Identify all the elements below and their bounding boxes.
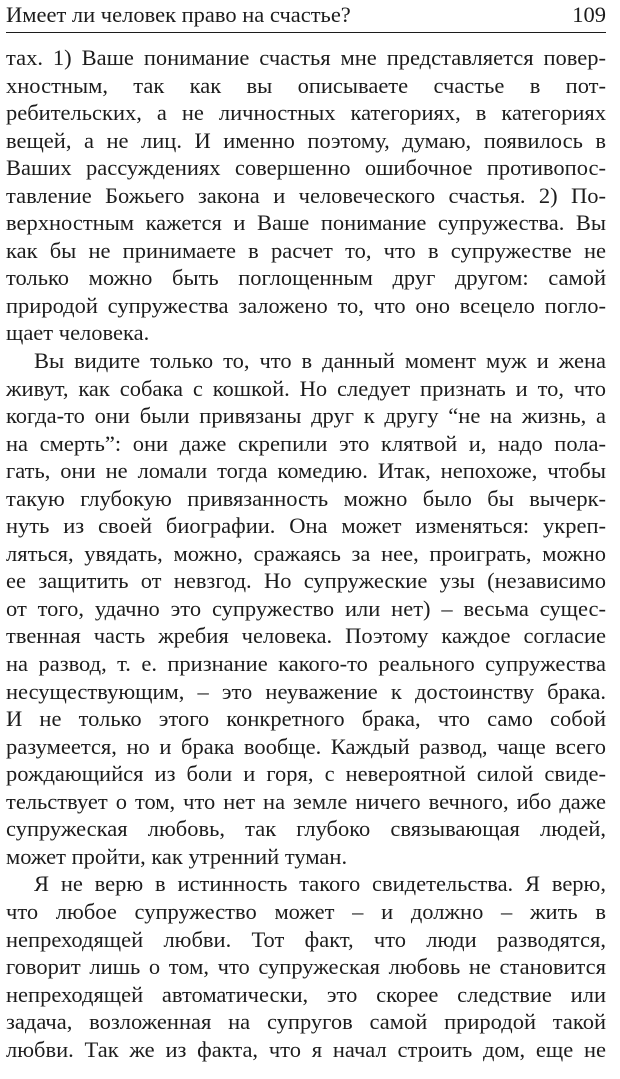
text-line: верхностным кажется и Ваше понимание супружества. Вы	[6, 210, 606, 236]
text-line: Я не верю в истинность такого свидетельства. Я верю,	[34, 871, 606, 897]
text-line: хностным, так как вы описываете счастье в пот-	[6, 72, 606, 98]
text-line: нуть из своей биографии. Она может изменяться: укреп-	[6, 513, 606, 539]
text-line: щает человека.	[6, 320, 150, 346]
text-line: тавление Божьего закона и человеческого счастья. 2) По-	[6, 182, 606, 208]
text-line: что любое супружество может – и должно – жить в	[6, 898, 606, 924]
body-text	[6, 44, 606, 1063]
text-line: на развод, т. е. признание какого-то реального супружества	[6, 651, 606, 677]
text-line: Ваших рассуждениях совершенно ошибочное противопос-	[6, 155, 606, 181]
text-line: несуществующим, – это неуважение к достоинству брака.	[6, 678, 606, 704]
paragraph	[6, 347, 606, 870]
text-line: от того, удачно это супружество или нет) – весьма сущес-	[6, 595, 606, 621]
text-line: ее защитить от невзгод. Но супружеские узы (независимо	[6, 568, 606, 594]
text-line: только можно быть поглощенным друг другом: самой	[6, 265, 606, 291]
text-line: твенная часть жребия человека. Поэтому каждое согласие	[6, 623, 606, 649]
paragraph	[6, 44, 606, 347]
page-number: 109	[572, 2, 606, 27]
text-line: тельствует о том, что нет на земле ничего вечного, ибо даже	[6, 788, 606, 814]
text-line: Вы видите только то, что в данный момент муж и жена	[34, 348, 606, 374]
text-line: тах. 1) Ваше понимание счастья мне представляется повер-	[6, 45, 606, 70]
text-line: говорит лишь о том, что супружеская любовь не становится	[6, 954, 606, 980]
text-line: задача, возложенная на супругов самой природой такой	[6, 1009, 606, 1035]
text-line: непреходящей любви. Тот факт, что люди разводятся,	[6, 926, 606, 952]
text-line: ляться, увядать, можно, сражаясь за нее, проиграть, можно	[6, 540, 606, 566]
text-line: супружеская любовь, так глубоко связывающая людей,	[6, 816, 606, 842]
text-line: живут, как собака с кошкой. Но следует признать и то, что	[6, 375, 606, 401]
running-title: Имеет ли человек право на счастье?	[6, 2, 351, 27]
text-line: ребительских, а не личностных категориях, в категориях	[6, 100, 606, 126]
text-line: рождающийся из боли и горя, с невероятной силой свиде-	[6, 761, 606, 787]
paragraph	[6, 870, 606, 1063]
text-line: любви. Так же из факта, что я начал строить дом, еще не	[6, 1036, 606, 1062]
text-line: природой супружества заложено то, что оно всецело погло-	[6, 292, 606, 318]
running-head	[6, 0, 606, 33]
text-line: как бы не принимаете в расчет то, что в супружестве не	[6, 237, 606, 263]
text-line: гать, они не ломали тогда комедию. Итак, непохоже, чтобы	[6, 458, 606, 484]
text-line: может пройти, как утренний туман.	[6, 843, 348, 869]
text-line: И не только этого конкретного брака, что само собой	[6, 706, 606, 732]
text-line: вещей, а не лиц. И именно поэтому, думаю, появилось в	[6, 127, 606, 153]
text-line: когда-то они были привязаны друг к другу “не на жизнь, а	[6, 403, 606, 429]
text-line: разумеется, но и брака вообще. Каждый развод, чаще всего	[6, 733, 606, 759]
text-line: на смерть”: они даже скрепили это клятвой и, надо пола-	[6, 430, 606, 456]
text-line: такую глубокую привязанность можно было бы вычерк-	[6, 485, 606, 511]
text-line: непреходящей автоматически, это скорее следствие или	[6, 981, 606, 1007]
